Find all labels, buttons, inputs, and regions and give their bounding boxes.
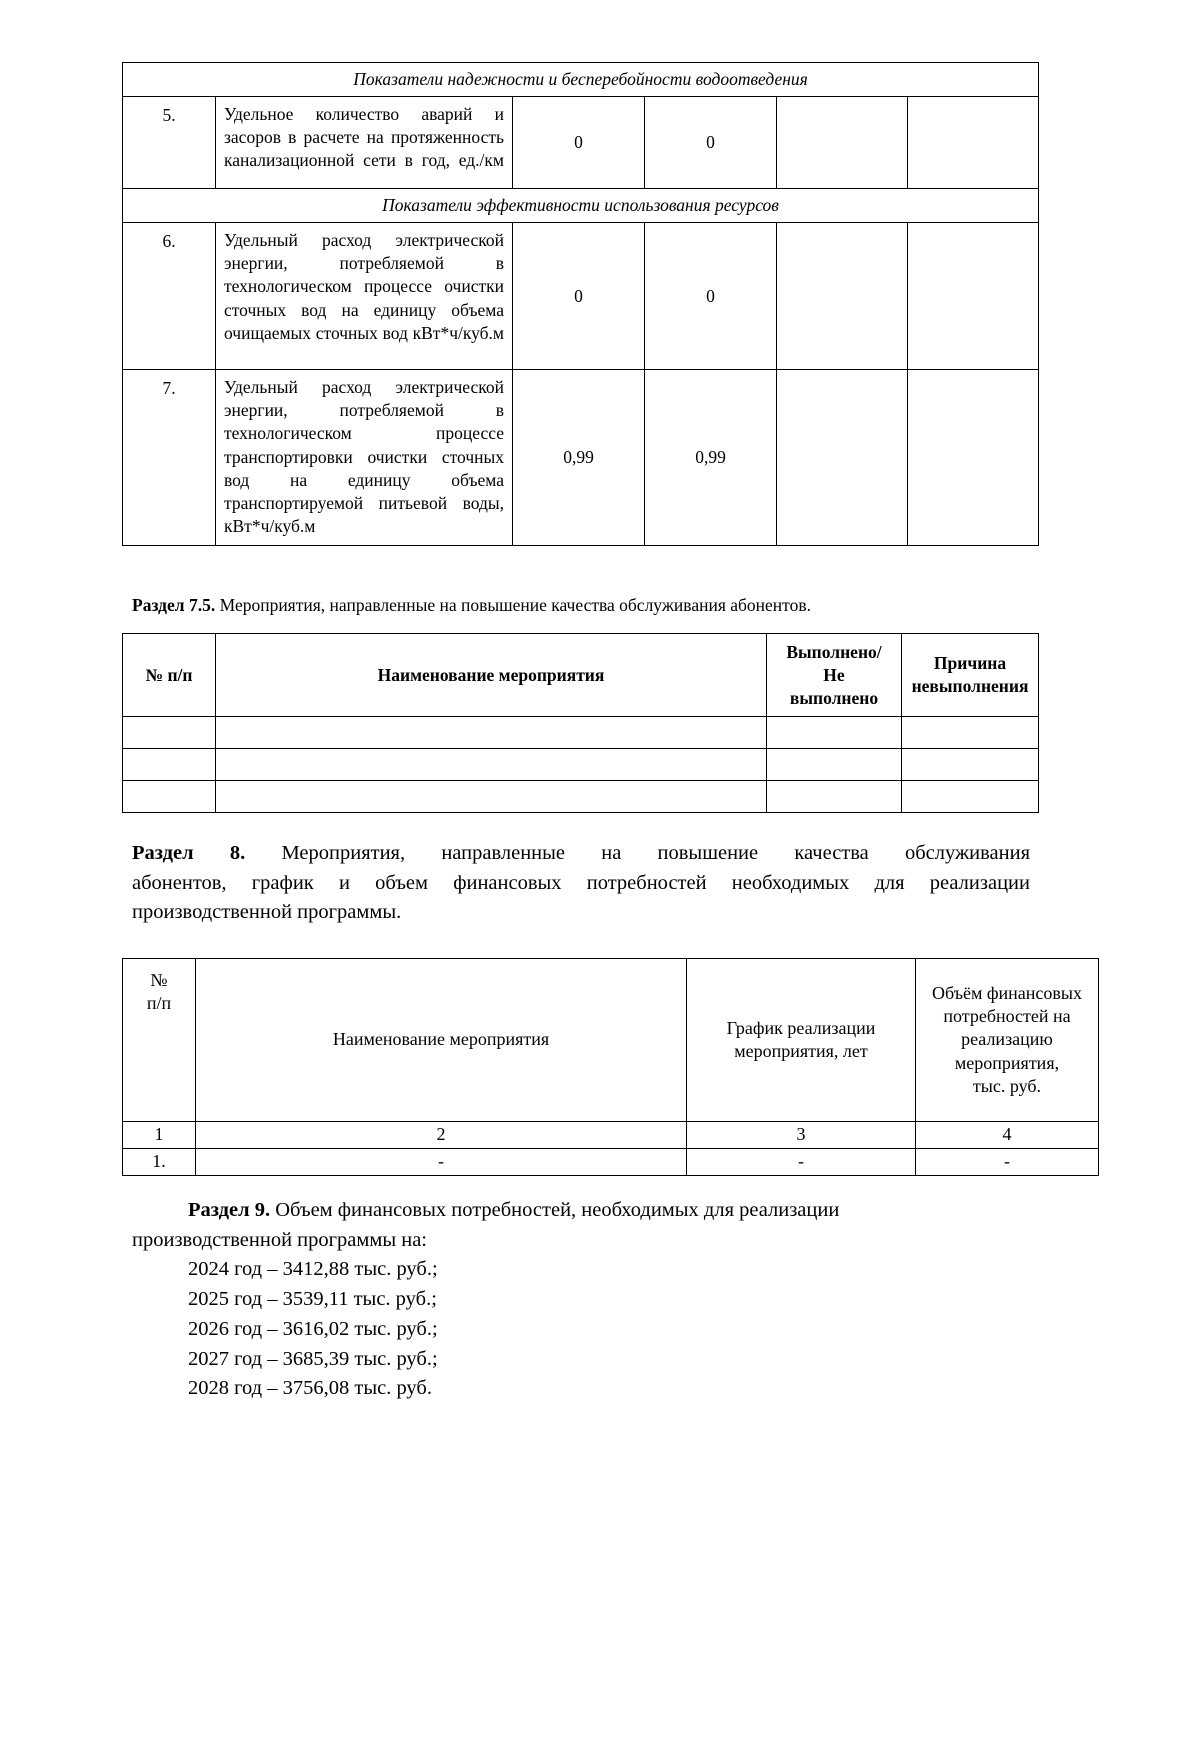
row-value-2: 0	[645, 223, 777, 370]
col-header-number: № п/п	[123, 634, 216, 717]
col-header-done-line1: Выполнено/	[786, 642, 882, 662]
col-header-schedule	[687, 959, 916, 1122]
list-item: 2025 год – 3539,11 тыс. руб.;	[188, 1288, 437, 1311]
row-value-2: 0,99	[645, 370, 777, 546]
row-indicator-name: Удельный расход электрической энергии, потребляемой в технологическом процессе очистки сточных вод на единицу объема очищаемых сточных вод кВт*ч/куб.м	[216, 223, 513, 370]
cell-number	[123, 781, 216, 813]
section-9-line-1-text: Объем финансовых потребностей, необходимых для реализации	[270, 1199, 840, 1221]
row-value-4	[908, 223, 1039, 370]
list-item: 2027 год – 3685,39 тыс. руб.;	[188, 1347, 438, 1370]
col-header-done-status	[767, 634, 902, 717]
list-item: 2026 год – 3616,02 тыс. руб.;	[188, 1317, 438, 1340]
section-8-line-1	[132, 839, 1030, 869]
table-row	[123, 717, 1039, 749]
table-row	[123, 749, 1039, 781]
row-value-4	[908, 370, 1039, 546]
cell-amount: -	[916, 1149, 1099, 1176]
col-header-schedule-line2: мероприятия, лет	[734, 1041, 868, 1061]
cell-done-status	[767, 717, 902, 749]
table-row	[123, 1149, 1099, 1176]
section-8-line-1-text: Мероприятия, направленные на повышение качества обслуживания	[281, 842, 1030, 864]
cell-done-status	[767, 749, 902, 781]
section-9-label: Раздел 9.	[188, 1199, 271, 1221]
row-value-1: 0	[513, 223, 645, 370]
row-value-4	[908, 97, 1039, 189]
col-header-amount	[916, 959, 1099, 1122]
cell-measure-name	[216, 717, 767, 749]
table-header-row	[123, 634, 1039, 717]
table-band-row	[123, 189, 1039, 223]
cell-reason	[902, 717, 1039, 749]
list-item: 2028 год – 3756,08 тыс. руб.	[188, 1377, 432, 1400]
cell-measure-name: -	[196, 1149, 687, 1176]
cell-measure-name	[216, 781, 767, 813]
cell-done-status	[767, 781, 902, 813]
indicators-table	[122, 62, 1039, 546]
col-index-3: 3	[687, 1122, 916, 1149]
table-row	[123, 97, 1039, 189]
col-index-2: 2	[196, 1122, 687, 1149]
col-index-1: 1	[123, 1122, 196, 1149]
row-value-3	[777, 370, 908, 546]
cell-reason	[902, 781, 1039, 813]
section-8-label: Раздел 8.	[132, 842, 246, 864]
section-8-line-2: абонентов, график и объем финансовых потребностей необходимых для реализации	[132, 871, 1030, 894]
table-column-number-row	[123, 1122, 1099, 1149]
list-item: 2024 год – 3412,88 тыс. руб.;	[188, 1258, 438, 1281]
measures-table	[122, 633, 1039, 813]
cell-measure-name	[216, 749, 767, 781]
band-reliability-label: Показатели надежности и бесперебойности водоотведения	[123, 63, 1039, 97]
col-header-reason-line1: Причина	[933, 653, 1007, 674]
document-page	[0, 62, 1200, 1759]
col-header-amount-line3: реализацию	[961, 1029, 1053, 1050]
cell-number	[123, 717, 216, 749]
col-header-number-line2: п/п	[146, 993, 172, 1014]
col-header-measure-name: Наименование мероприятия	[196, 959, 687, 1122]
row-value-2: 0	[645, 97, 777, 189]
col-header-amount-line1: Объём финансовых	[931, 982, 1083, 1003]
table-row	[123, 223, 1039, 370]
col-header-done-line3: выполнено	[789, 687, 879, 708]
col-header-amount-line5: тыс. руб.	[972, 1076, 1042, 1097]
row-number: 7.	[123, 370, 216, 546]
row-indicator-name: Удельное количество аварий и засоров в расчете на протяженность канализационной сети в год, ед./км	[216, 97, 513, 189]
col-header-reason	[902, 634, 1039, 717]
col-header-measure-name: Наименование мероприятия	[216, 634, 767, 717]
section-9-amounts-list	[132, 1255, 1030, 1404]
row-indicator-name: Удельный расход электрической энергии, потребляемой в технологическом процессе транспортировки очистки сточных вод на единицу объема транспортируемой питьевой воды, кВт*ч/куб.м	[216, 370, 513, 546]
finance-schedule-table	[122, 958, 1099, 1176]
col-header-done-line2: Не	[823, 664, 845, 685]
col-header-number	[123, 959, 196, 1122]
col-header-amount-line2: потребностей на	[943, 1005, 1071, 1026]
row-value-1: 0,99	[513, 370, 645, 546]
section-9-line-1	[132, 1196, 1030, 1226]
row-value-1: 0	[513, 97, 645, 189]
section-8-paragraph	[132, 839, 1030, 928]
table-band-row	[123, 63, 1039, 97]
col-header-reason-line2: невыполнения	[911, 676, 1029, 697]
row-number: 6.	[123, 223, 216, 370]
row-number: 5.	[123, 97, 216, 189]
band-efficiency-label: Показатели эффективности использования ресурсов	[123, 189, 1039, 223]
row-value-3	[777, 223, 908, 370]
table-row	[123, 370, 1039, 546]
section-9-block	[132, 1196, 1030, 1404]
col-index-4: 4	[916, 1122, 1099, 1149]
section-7-5-label: Раздел 7.5.	[132, 595, 216, 615]
cell-schedule: -	[687, 1149, 916, 1176]
row-value-3	[777, 97, 908, 189]
col-header-schedule-line1: График реализации	[726, 1017, 876, 1038]
cell-number: 1.	[123, 1149, 196, 1176]
table-header-row	[123, 959, 1099, 1122]
section-8-line-3: производственной программы.	[132, 901, 402, 924]
col-header-number-line1: №	[150, 970, 168, 990]
cell-reason	[902, 749, 1039, 781]
table-row	[123, 781, 1039, 813]
col-header-amount-line4: мероприятия,	[954, 1052, 1060, 1073]
section-7-5-text: Мероприятия, направленные на повышение качества обслуживания абонентов.	[215, 595, 811, 615]
section-9-line-2: производственной программы на:	[132, 1228, 428, 1251]
cell-number	[123, 749, 216, 781]
section-7-5-heading	[132, 595, 1032, 616]
